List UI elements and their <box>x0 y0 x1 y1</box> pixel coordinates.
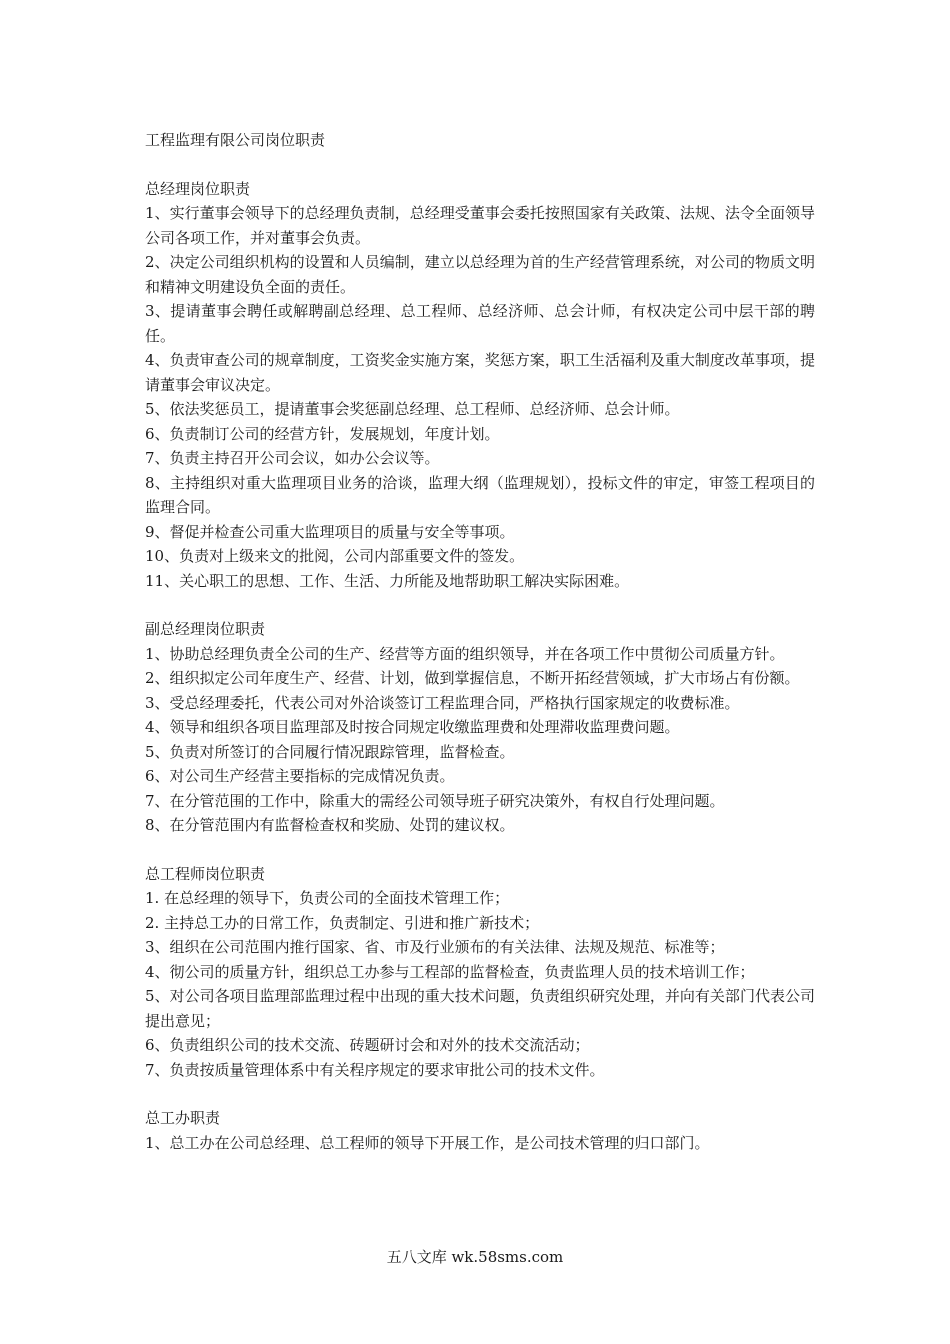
section-heading: 总工办职责 <box>145 1109 221 1127</box>
list-item: 2. 主持总工办的日常工作，负责制定、引进和推广新技术； <box>145 913 540 932</box>
list-item: 1、协助总经理负责全公司的生产、经营等方面的组织领导，并在各项工作中贯彻公司质量方针。 <box>145 644 785 663</box>
list-item: 7、负责主持召开公司会议，如办公会议等。 <box>145 449 440 467</box>
section-deputy-general-manager <box>145 617 815 838</box>
list-item: 5、对公司各项目监理部监理过程中出现的重大技术问题，负责组织研究处理，并向有关部门代表公司提出意见； <box>145 987 815 1030</box>
list-item: 4、领导和组织各项目监理部及时按合同规定收缴监理费和处理滞收监理费问题。 <box>145 718 680 736</box>
list-item: 4、负责审查公司的规章制度，工资奖金实施方案，奖惩方案，职工生活福利及重大制度改革事项，提请董事会审议决定。 <box>145 351 815 394</box>
list-item: 7、负责按质量管理体系中有关程序规定的要求审批公司的技术文件。 <box>145 1060 605 1079</box>
section-chief-engineer <box>145 862 815 1083</box>
list-item: 5、依法奖惩员工，提请董事会奖惩副总经理、总工程师、总经济师、总会计师。 <box>145 400 680 418</box>
section-heading: 副总经理岗位职责 <box>145 620 266 638</box>
footer-watermark: 五八文库 wk.58sms.com <box>386 1248 564 1266</box>
list-item: 7、在分管范围的工作中，除重大的需经公司领导班子研究决策外，有权自行处理问题。 <box>145 791 725 810</box>
list-item: 2、组织拟定公司年度生产、经营、计划，做到掌握信息，不断开拓经营领域，扩大市场占有份额。 <box>145 669 800 687</box>
section-heading: 总工程师岗位职责 <box>145 864 266 883</box>
list-item: 1、总工办在公司总经理、总工程师的领导下开展工作，是公司技术管理的归口部门。 <box>145 1133 710 1152</box>
list-item: 3、受总经理委托，代表公司对外洽谈签订工程监理合同，严格执行国家规定的收费标准。 <box>145 693 740 712</box>
list-item: 10、负责对上级来文的批阅，公司内部重要文件的签发。 <box>145 547 525 565</box>
section-chief-engineer-office <box>145 1106 815 1155</box>
list-item: 11、关心职工的思想、工作、生活、力所能及地帮助职工解决实际困难。 <box>145 571 630 590</box>
list-item: 1. 在总经理的领导下，负责公司的全面技术管理工作； <box>145 889 510 907</box>
list-item: 2、决定公司组织机构的设置和人员编制，建立以总经理为首的生产经营管理系统，对公司的物质文明和精神文明建设负全面的责任。 <box>145 253 815 296</box>
list-item: 4、彻公司的质量方针，组织总工办参与工程部的监督检查，负责监理人员的技术培训工作； <box>145 962 755 981</box>
list-item: 8、在分管范围内有监督检查权和奖励、处罚的建议权。 <box>145 816 515 834</box>
list-item: 5、负责对所签订的合同履行情况跟踪管理，监督检查。 <box>145 742 515 761</box>
list-item: 3、组织在公司范围内推行国家、省、市及行业颁布的有关法律、法规及规范、标准等； <box>145 938 725 956</box>
list-item: 6、对公司生产经营主要指标的完成情况负责。 <box>145 767 455 785</box>
section-heading: 总经理岗位职责 <box>145 179 251 198</box>
list-item: 1、实行董事会领导下的总经理负责制，总经理受董事会委托按照国家有关政策、法规、法令全面领导公司各项工作，并对董事会负责。 <box>145 204 815 247</box>
list-item: 6、负责制订公司的经营方针，发展规划，年度计划。 <box>145 424 500 443</box>
list-item: 3、提请董事会聘任或解聘副总经理、总工程师、总经济师、总会计师，有权决定公司中层干部的聘任。 <box>145 302 815 345</box>
list-item: 9、督促并检查公司重大监理项目的质量与安全等事项。 <box>145 522 515 541</box>
document-page <box>145 128 815 1179</box>
list-item: 6、负责组织公司的技术交流、砖题研讨会和对外的技术交流活动； <box>145 1036 590 1054</box>
list-item: 8、主持组织对重大监理项目业务的洽谈，监理大纲（监理规划），投标文件的审定，审签工程项目的监理合同。 <box>145 473 815 516</box>
document-title: 工程监理有限公司岗位职责 <box>145 131 326 149</box>
section-general-manager <box>145 177 815 594</box>
